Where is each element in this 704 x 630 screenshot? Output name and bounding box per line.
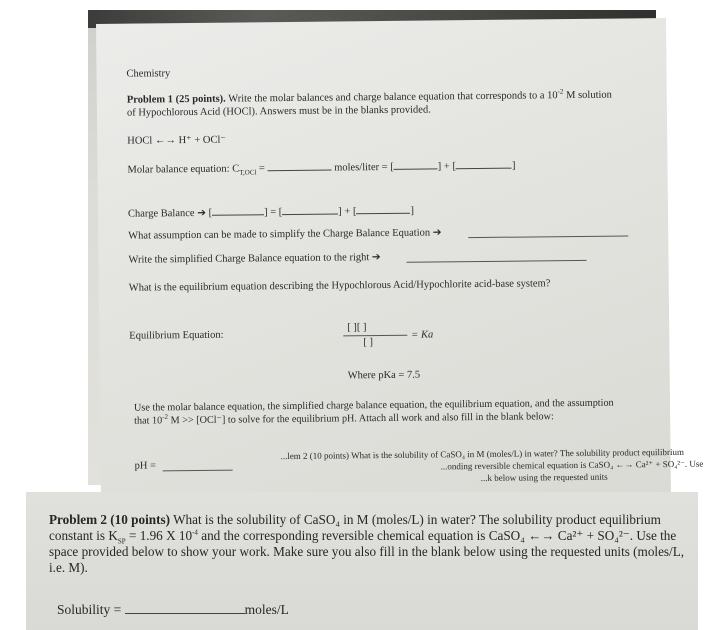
equilibrium-question: What is the equilibrium equation describing the Hypochlorous Acid/Hypochlorite acid-base system? [128, 278, 551, 294]
cut-line-2: ...onding reversible chemical equation is CaSO₄ ←→ Ca²⁺ + SO₄²⁻. Use [440, 458, 704, 472]
equilibrium-numerator[interactable]: [ ][ ] [347, 322, 367, 334]
cut-line-3: ...k below using the requested units [480, 471, 608, 483]
charge-blank-2[interactable] [282, 203, 338, 215]
problem1-line1: Problem 1 (25 points). Write the molar balances and charge balance equation that corresponds to a $10^{-2}$ M solution [126, 87, 612, 106]
equilibrium-label: Equilibrium Equation: [129, 329, 224, 342]
charge-blank-3[interactable] [356, 203, 410, 215]
problem2-text: Problem 2 (10 points) What is the solubility of CaSO₄ in M (moles/L) in water? The solubility product equilibrium constant is $K_{SP} = 1.96$ X $10^{-4}$ and the corresponding reversible chemical equation is CaSO₄ ←→ Ca²⁺ + SO₄²⁻. Use the space provided below to show your work. Make sure you also fill in the blank below using the requested units (moles/L, i.e. M). [49, 512, 685, 575]
solubility-row: Solubility = moles/L [57, 602, 289, 617]
photo-bottom [26, 492, 698, 630]
reaction-equation: HOCl ←→ H⁺ + OCl⁻ [127, 134, 226, 147]
molar-blank-2[interactable] [394, 158, 438, 169]
solubility-blank[interactable] [125, 602, 245, 614]
problem1-line2: of Hypochlorous Acid (HOCl). Answers must be in the blanks provided. [126, 104, 431, 119]
subject-heading: Chemistry [126, 68, 171, 80]
ph-label: pH = [134, 460, 157, 472]
instructions-line1: Use the molar balance equation, the simplified charge balance equation, the equilibrium equation, and the assumption [133, 397, 614, 414]
ka-label: = Ka [411, 329, 434, 341]
charge-balance-row: Charge Balance ➔ [ ] = [ ] + [ ] [128, 203, 414, 221]
molar-balance-row: Molar balance equation: $C_{T,OCl}$ = moles/liter = [ ] + [ ] [127, 158, 515, 177]
charge-blank-1[interactable] [212, 204, 264, 216]
worksheet-paper [96, 18, 704, 504]
fraction-bar [343, 335, 407, 337]
assumption-answer-line[interactable] [468, 235, 628, 238]
molar-blank-3[interactable] [456, 158, 512, 170]
equilibrium-denominator[interactable]: [ ] [363, 337, 374, 349]
simplified-answer-line[interactable] [407, 260, 587, 263]
instructions-line2: that $10^{-2}$ M >> [OCl⁻] to solve for the equilibrium pH. Attach all work and also fill in the blank below: [134, 411, 554, 427]
ph-answer-line[interactable] [163, 470, 233, 472]
cut-line-1: ...lem 2 (10 points) What is the solubility of CaSO₄ in M (moles/L) in water? The solubility product equilibrium [280, 446, 685, 462]
photo-top [88, 10, 704, 485]
molar-blank[interactable] [267, 160, 331, 172]
assumption-question: What assumption can be made to simplify the Charge Balance Equation ➔ [128, 227, 442, 242]
pka-note: Where pKa = 7.5 [347, 369, 421, 382]
simplified-question: Write the simplified Charge Balance equation to the right ➔ [128, 252, 381, 266]
